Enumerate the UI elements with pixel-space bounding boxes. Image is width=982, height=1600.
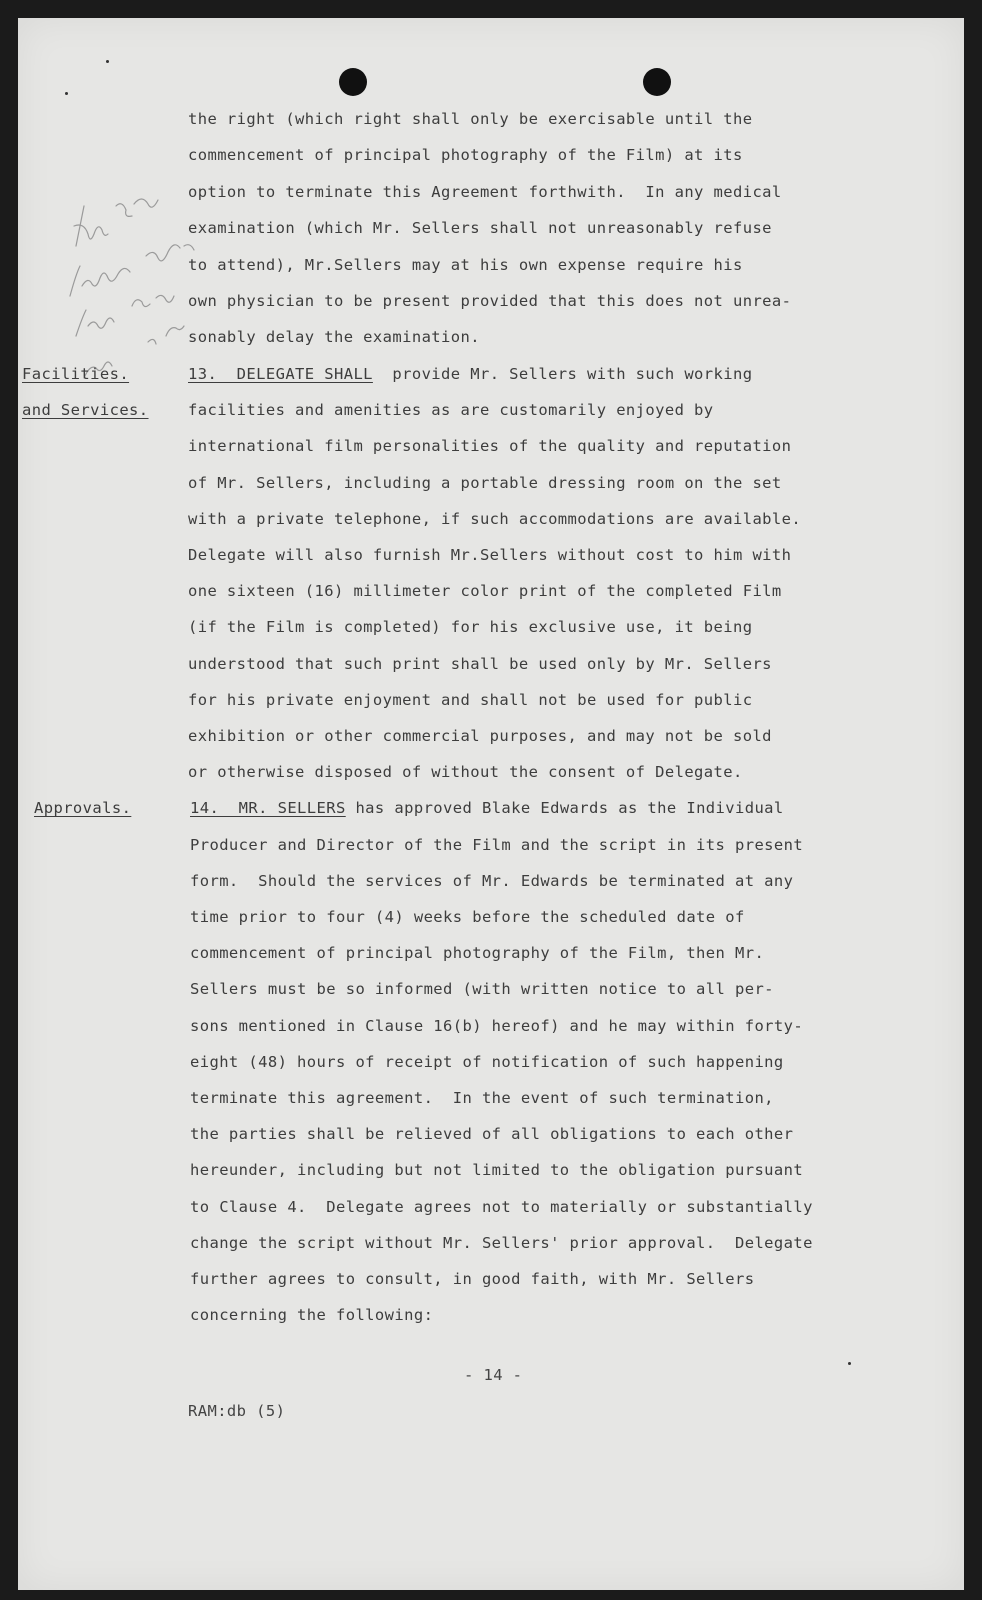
pencil-annotation (56, 186, 226, 386)
clause-13-first-line-text: provide Mr. Sellers with such working (372, 364, 753, 383)
clause-13-line: facilities and amenities as are customarily enjoyed by (188, 401, 714, 420)
paper-speck (65, 92, 68, 95)
paper-speck (848, 1362, 851, 1365)
clause-13-first-line (188, 365, 752, 383)
clause-13-line: with a private telephone, if such accommodations are available. (188, 509, 802, 528)
paper-speck (106, 60, 109, 63)
clause-13-line: international film personalities of the quality and reputation (188, 437, 792, 456)
clause-14-heading: 14. MR. SELLERS (190, 799, 346, 818)
clause-13-line: exhibition or other commercial purposes, and may not be sold (188, 727, 772, 745)
clause-13-line: for his private enjoyment and shall not be used for public (188, 690, 753, 709)
clause-14-line: further agrees to consult, in good faith, with Mr. Sellers (190, 1270, 755, 1288)
document-page (18, 18, 964, 1590)
clause-14-line: to Clause 4. Delegate agrees not to materially or substantially (190, 1197, 813, 1216)
continuation-line: sonably delay the examination. (188, 328, 480, 347)
continuation-line: to attend), Mr.Sellers may at his own expense require his (188, 255, 743, 274)
clause-13-line: understood that such print shall be used only by Mr. Sellers (188, 654, 772, 673)
clause-14-first-line (190, 799, 784, 817)
continuation-line: own physician to be present provided that this does not unrea- (188, 292, 792, 310)
clause-14-line: change the script without Mr. Sellers' prior approval. Delegate (190, 1233, 813, 1252)
continuation-line: the right (which right shall only be exercisable until the (188, 110, 753, 128)
typist-reference: RAM:db (5) (188, 1402, 286, 1420)
margin-label-facilities: Facilities. (22, 364, 130, 383)
clause-13-line: Delegate will also furnish Mr.Sellers without cost to him with (188, 546, 792, 564)
clause-14-line: form. Should the services of Mr. Edwards be terminated at any (190, 871, 794, 890)
clause-14-line: hereunder, including but not limited to the obligation pursuant (190, 1161, 804, 1180)
clause-14-line: the parties shall be relieved of all obligations to each other (190, 1125, 794, 1144)
clause-13-line: (if the Film is completed) for his exclusive use, it being (188, 618, 753, 637)
clause-14-line: commencement of principal photography of the Film, then Mr. (190, 944, 765, 963)
clause-14-line: concerning the following: (190, 1306, 434, 1325)
continuation-line: examination (which Mr. Sellers shall not unreasonably refuse (188, 219, 772, 238)
clause-13-line: of Mr. Sellers, including a portable dressing room on the set (188, 473, 782, 492)
clause-14-line: eight (48) hours of receipt of notification of such happening (190, 1052, 784, 1071)
clause-14-line: Producer and Director of the Film and the script in its present (190, 835, 804, 854)
punch-hole-right (643, 68, 671, 96)
margin-label-services: and Services. (22, 401, 149, 420)
page-number: - 14 - (464, 1366, 523, 1384)
clause-14-line: sons mentioned in Clause 16(b) hereof) and he may within forty- (190, 1016, 804, 1035)
punch-hole-left (339, 68, 367, 96)
clause-14-line: time prior to four (4) weeks before the scheduled date of (190, 908, 745, 926)
continuation-line: commencement of principal photography of the Film) at its (188, 146, 743, 165)
continuation-line: option to terminate this Agreement forthwith. In any medical (188, 182, 782, 201)
clause-13-line: one sixteen (16) millimeter color print of the completed Film (188, 582, 782, 601)
clause-14-line: Sellers must be so informed (with written notice to all per- (190, 980, 774, 999)
clause-13-heading: 13. DELEGATE SHALL (188, 364, 373, 383)
clause-14-line: terminate this agreement. In the event of such termination, (190, 1089, 774, 1107)
margin-label-approvals: Approvals. (34, 799, 132, 818)
clause-13-line: or otherwise disposed of without the consent of Delegate. (188, 763, 743, 782)
clause-14-first-line-text: has approved Blake Edwards as the Individual (345, 799, 784, 818)
